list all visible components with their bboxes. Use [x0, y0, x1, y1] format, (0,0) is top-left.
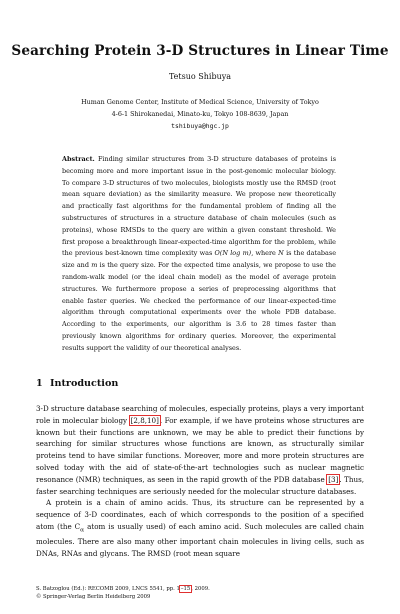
- abstract-text-4: is the query size. For the expected time analysis, we propose to use the random-walk model (or the ideal chain model) as the model of average protein structures. We furthermore propose a series of preprocessing algorithms that enable faster queries. We checked the performance of our linear-expected-time algorithm through computational experiments over the whole PDB database. According to the experiments, our algorithm is 3.6 to 28 times faster than previously known algorithms for ordinary queries. Moreover, the experimental results support the validity of our theoretical analyses.: [62, 261, 336, 352]
- abstract-text-3: is the database size and: [62, 249, 336, 270]
- citation-footer-line: [36, 585, 210, 593]
- intro-text-1c: . Thus, faster searching techniques are seriously needed for the molecular structure databases.: [36, 474, 365, 496]
- abstract-text-2: , where: [251, 249, 279, 258]
- intro-text-2a: A protein is a chain of amino acids. Thus, its structure can be represented by a sequence of 3-D coordinates, each of which corresponds to the position of a specified atom (the C: [36, 498, 364, 531]
- section-title: Introduction: [50, 378, 119, 389]
- page-range-link[interactable]: –15: [180, 586, 191, 592]
- citation-link-3[interactable]: [3]: [328, 474, 339, 484]
- alpha-subscript: α: [80, 526, 85, 534]
- footer-text-1a: S. Batzoglou (Ed.): RECOMB 2009, LNCS 5541, pp. 1: [36, 586, 180, 592]
- abstract-var-m: m: [91, 261, 98, 270]
- abstract-label: Abstract.: [62, 155, 95, 163]
- introduction-body: [36, 403, 364, 560]
- abstract-var-n: N: [278, 249, 284, 258]
- abstract-complexity: O(N log m): [214, 249, 252, 258]
- affiliation-line-2: 4-6-1 Shirokanedai, Minato-ku, Tokyo 108-8639, Japan: [111, 110, 289, 118]
- section-number: 1: [36, 378, 43, 389]
- page-footer: [36, 585, 210, 601]
- affiliation-line-1: Human Genome Center, Institute of Medical Science, University of Tokyo: [81, 98, 319, 106]
- author-email[interactable]: tshibuya@hgc.jp: [171, 122, 229, 130]
- abstract-text-1: Finding similar structures from 3-D structure databases of proteins is becoming more and more important issue in the post-genomic molecular biology. To compare 3-D structures of two molecules, biologists mostly use the RMSD (root mean square deviation) as the similarity measure. We propose new theoretically and practically fast algorithms for the fundamental problem of finding all the substructures of structures in a structure database of chain molecules (such as proteins), whose RMSDs to the query are within a given constant threshold. We first propose a breakthrough linear-expected-time algorithm for the problem, while the previous best-known time complexity was: [62, 155, 337, 258]
- author-name: Tetsuo Shibuya: [168, 72, 232, 81]
- intro-text-1b: . For example, if we have proteins whose structures are known but their functions are unknown, we may be able to predict their functions by searching for similar structures whose functions are known, as structurally similar proteins tend to have similar functions. Moreover, more and more protein structures are solved today with the aid of state-of-the-art technologies such as nuclear magnetic resonance (NMR) techniques, as seen in the rapid growth of the PDB database: [36, 415, 364, 484]
- section-heading: [36, 378, 118, 389]
- copyright-line: © Springer-Verlag Berlin Heidelberg 2009: [36, 594, 151, 601]
- abstract: [62, 154, 336, 355]
- intro-paragraph-2: [36, 497, 364, 559]
- intro-paragraph-1: [36, 403, 364, 497]
- intro-text-2b: atom is usually used) of each amino acid. Such molecules are called chain molecules. There are also many other important chain molecules in living cells, such as DNAs, RNAs and glycans. The RMSD (root mean square: [36, 521, 364, 558]
- citation-link-2-8-10[interactable]: [2,8,10]: [130, 415, 159, 425]
- paper-title: Searching Protein 3-D Structures in Linear Time: [11, 43, 389, 59]
- intro-text-1a: 3-D structure database searching of molecules, especially proteins, plays a very important role in molecular biology: [36, 404, 364, 425]
- footer-text-1b: , 2009.: [191, 586, 210, 592]
